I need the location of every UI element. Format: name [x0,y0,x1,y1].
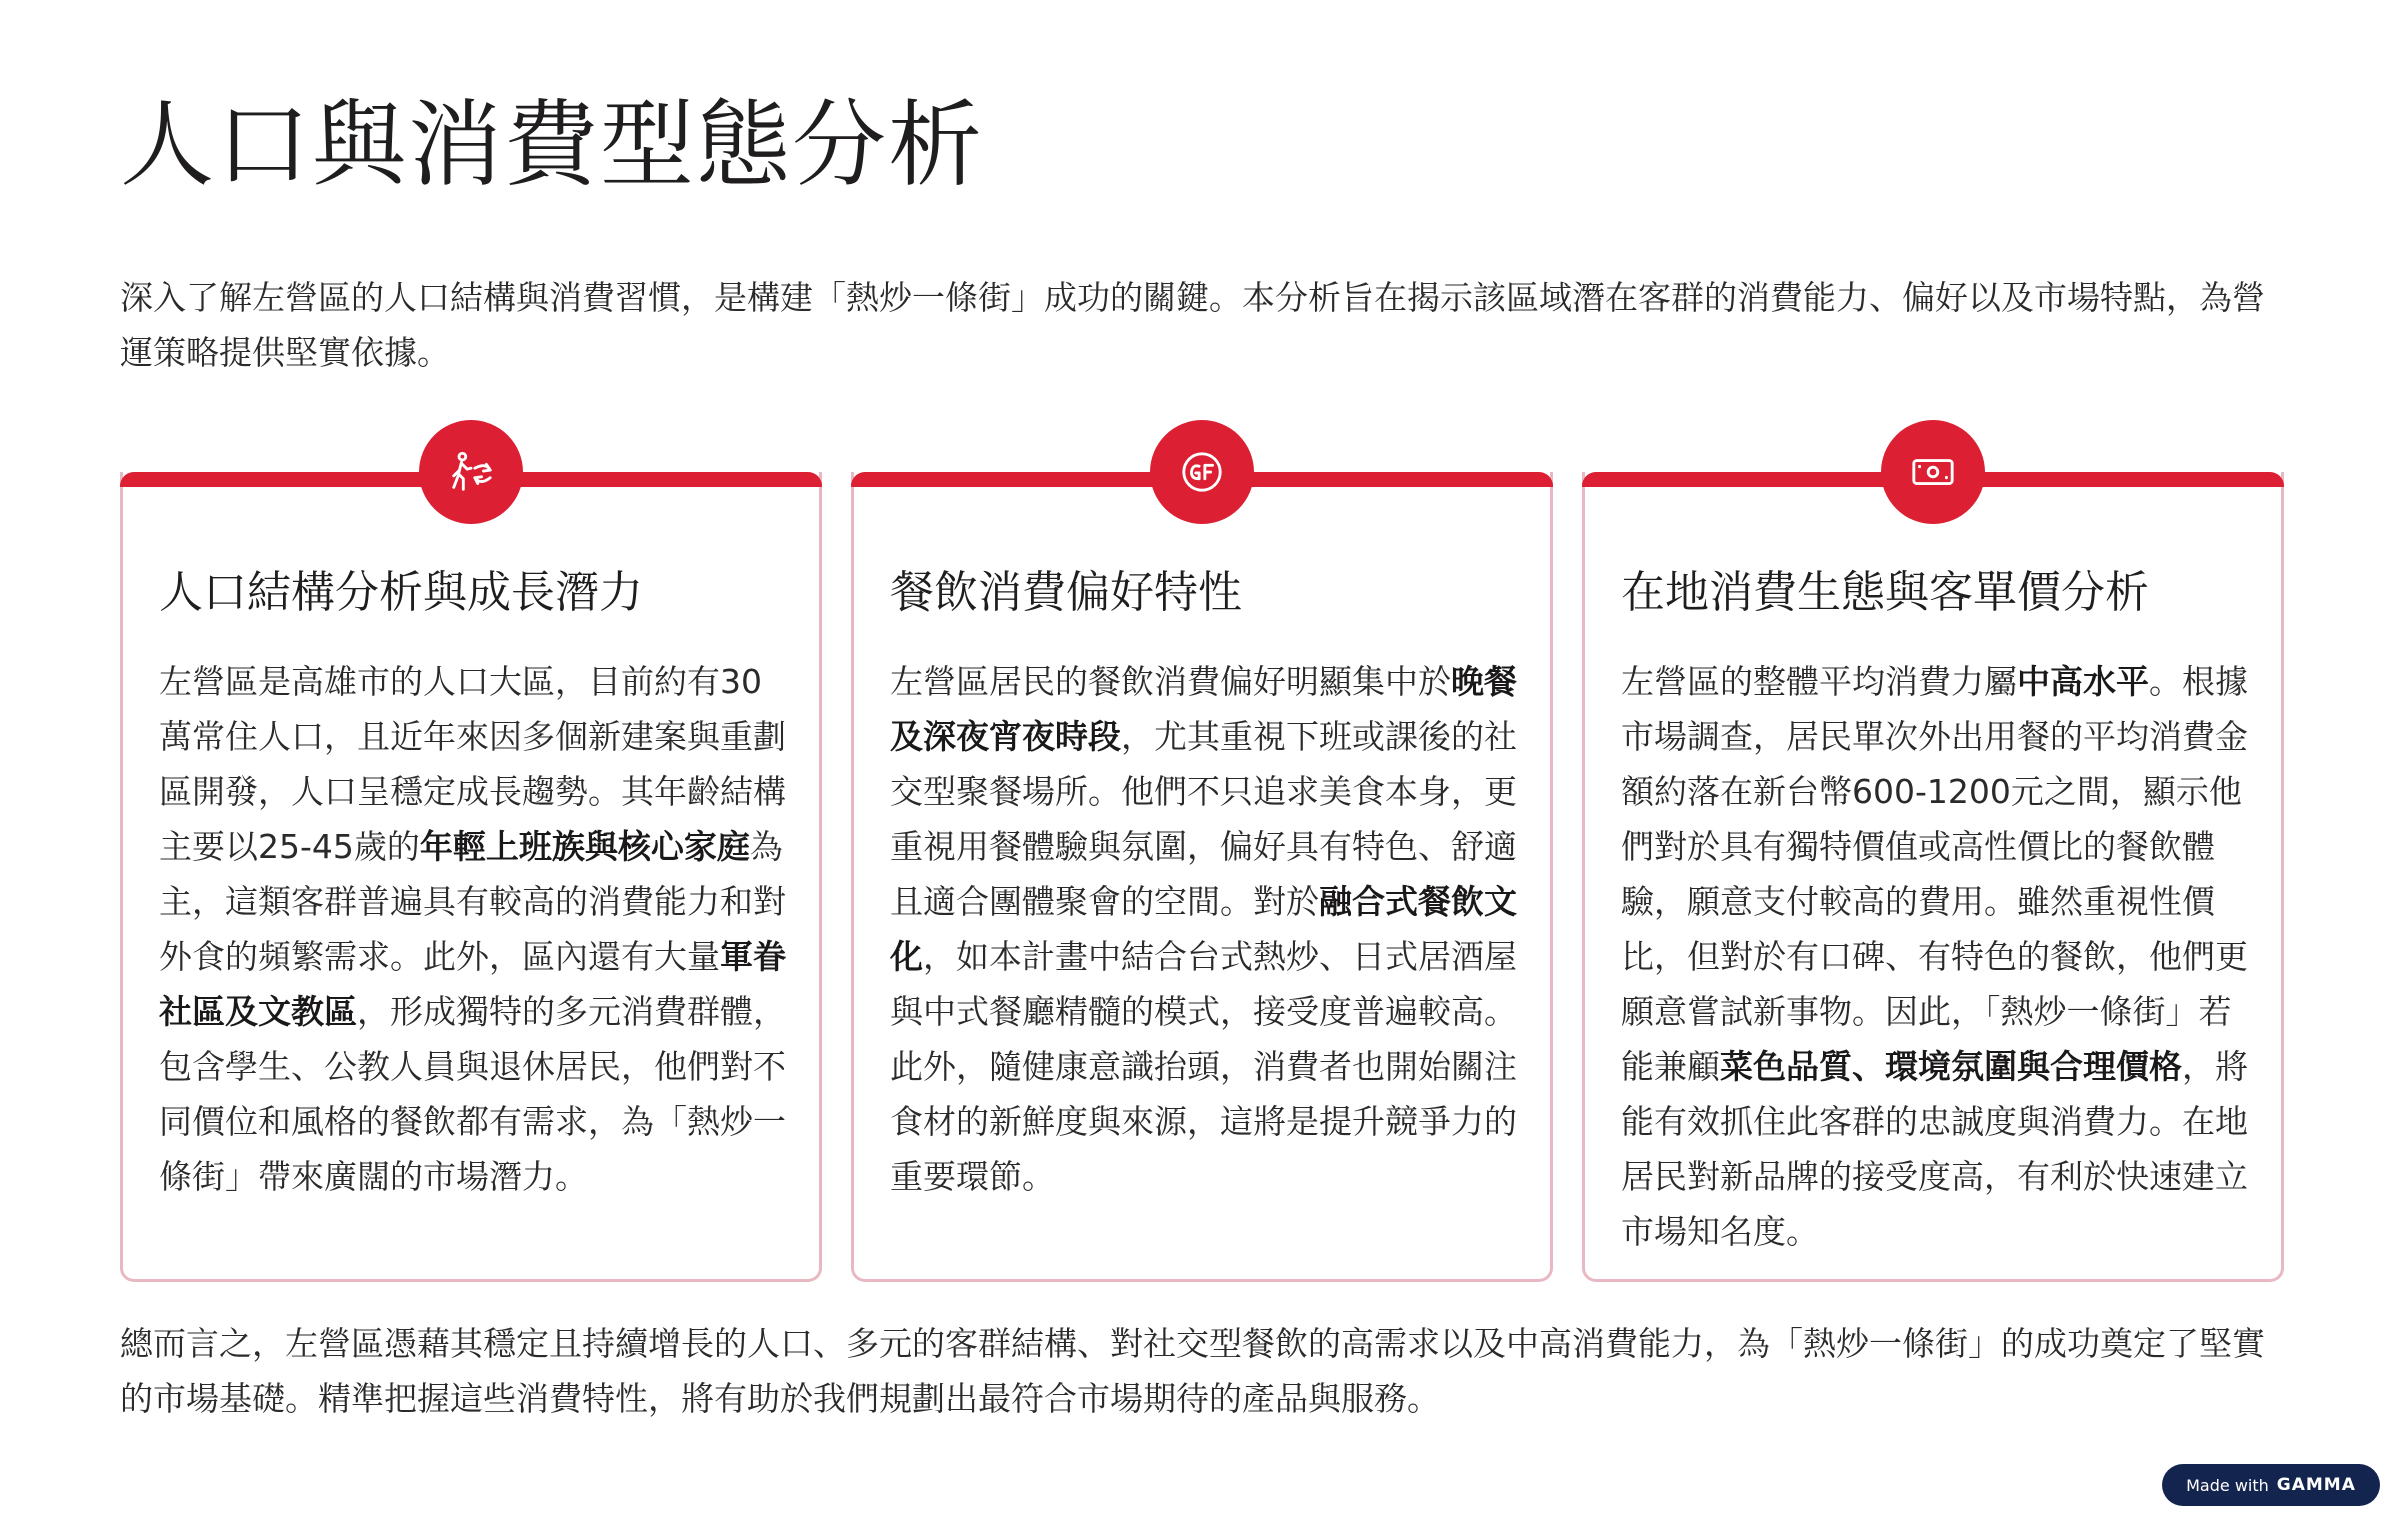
card-title: 餐飲消費偏好特性 [890,567,1242,618]
emphasis-text: 融合式餐飲文化 [890,882,1517,976]
body-text: 左營區是高雄市的人口大區，目前約有30萬常住人口，且近年來因多個新建案與重劃區開發，人口呈穩定成長趨勢。其年齡結構主要以25-45歲的 [159,662,786,866]
card-body [890,654,1520,1204]
body-text: 左營區居民的餐飲消費偏好明顯集中於 [890,662,1451,701]
card-population [120,472,822,1282]
person-walking-icon [419,420,523,524]
body-text: 。根據市場調查，居民單次外出用餐的平均消費金額約落在新台幣600-1200元之間，顯示他們對於具有獨特價值或高性價比的餐飲體驗，願意支付較高的費用。雖然重視性價比，但對於有口碑、有特色的餐飲，他們更願意嘗試新事物。因此，「熱炒一條街」若能兼顧 [1621,662,2248,1086]
emphasis-text: 軍眷社區及文教區 [159,937,786,1031]
body-text: 左營區的整體平均消費力屬 [1621,662,2017,701]
gamma-logo: GAMMA [2276,1475,2356,1495]
page-title: 人口與消費型態分析 [120,91,985,200]
summary-paragraph: 總而言之，左營區憑藉其穩定且持續增長的人口、多元的客群結構、對社交型餐飲的高需求以及中高消費能力，為「熱炒一條街」的成功奠定了堅實的市場基礎。精準把握這些消費特性，將有助於我們規劃出最符合市場期待的產品與服務。 [120,1324,2265,1418]
body-text: ，形成獨特的多元消費群體，包含學生、公教人員與退休居民，他們對不同價位和風格的餐飲都有需求，為「熱炒一條街」帶來廣闊的市場潛力。 [159,992,786,1196]
card-body [1621,654,2251,1259]
card-local-consumption [1582,472,2284,1282]
emphasis-text: 中高水平 [2017,662,2149,701]
intro-paragraph: 深入了解左營區的人口結構與消費習慣，是構建「熱炒一條街」成功的關鍵。本分析旨在揭示該區域潛在客群的消費能力、偏好以及市場特點，為營運策略提供堅實依據。 [120,278,2265,372]
card-title: 人口結構分析與成長潛力 [159,567,643,618]
body-text: 為主，這類客群普遍具有較高的消費能力和對外食的頻繁需求。此外，區內還有大量 [159,827,786,976]
body-text: ，如本計畫中結合台式熱炒、日式居酒屋與中式餐廳精髓的模式，接受度普遍較高。此外，隨健康意識抬頭，消費者也開始關注食材的新鮮度與來源，這將是提升競爭力的重要環節。 [890,937,1517,1196]
emphasis-text: 菜色品質、環境氛圍與合理價格 [1720,1047,2182,1086]
money-bill-icon [1881,420,1985,524]
made-with-gamma-badge[interactable] [2162,1464,2380,1506]
emphasis-text: 年輕上班族與核心家庭 [419,827,750,866]
card-body [159,654,789,1204]
body-text: ，尤其重視下班或課後的社交型聚餐場所。他們不只追求美食本身，更重視用餐體驗與氛圍，偏好具有特色、舒適且適合團體聚會的空間。對於 [890,717,1517,921]
badge-prefix: Made with [2186,1475,2269,1495]
emphasis-text: 晚餐及深夜宵夜時段 [890,662,1517,756]
cards-row [120,420,2280,1280]
card-title: 在地消費生態與客單價分析 [1621,567,2149,618]
card-dining-preference [851,472,1553,1282]
gluten-free-icon [1150,420,1254,524]
body-text: ，將能有效抓住此客群的忠誠度與消費力。在地居民對新品牌的接受度高，有利於快速建立市場知名度。 [1621,1047,2248,1251]
